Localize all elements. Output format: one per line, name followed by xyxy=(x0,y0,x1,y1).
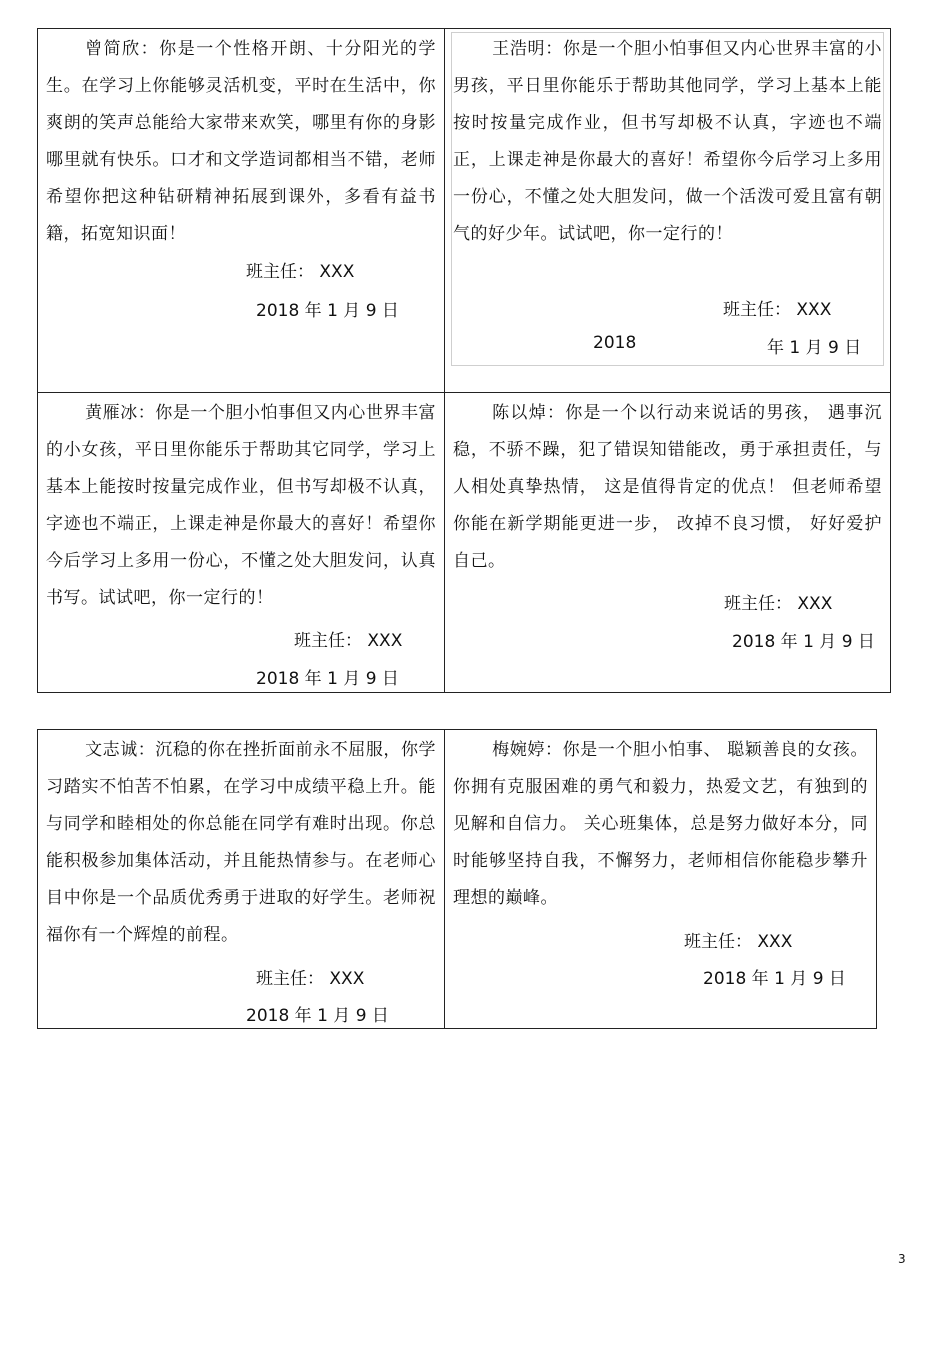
comments-table-bottom xyxy=(37,729,877,1029)
comment-text: 梅婉婷：你是一个胆小怕事、 聪颖善良的女孩。你拥有克服困难的勇气和毅力，热爱文艺，有独到的见解和自信力。 关心班集体，总是努力做好本分，同时能够坚持自我，不懈努力，老师相信你能稳步攀升理想的巅峰。 xyxy=(453,740,868,908)
teacher-signature: 班主任： XXX xyxy=(294,631,403,651)
comment-text: 王浩明：你是一个胆小怕事但又内心世界丰富的小男孩，平日里你能乐于帮助其他同学，学习上基本上能按时按量完成作业，但书写却极不认真，字迹也不端正，上课走神是你最大的喜好！希望你今后学习上多用一份心，不懂之处大胆发问，做一个活泼可爱且富有朝气的好少年。试试吧，你一定行的！ xyxy=(453,39,882,244)
comment-cell xyxy=(38,730,445,1029)
comment-cell xyxy=(445,29,891,393)
comment-date: 2018 年 1 月 9 日 xyxy=(703,969,846,989)
teacher-signature: 班主任： XXX xyxy=(246,262,355,282)
comment-date: 年 1 月 9 日 xyxy=(767,338,862,358)
comment-cell xyxy=(38,393,445,693)
comment-date: 2018 年 1 月 9 日 xyxy=(256,301,399,321)
comment-cell xyxy=(445,393,891,693)
comment-date: 2018 年 1 月 9 日 xyxy=(246,1006,389,1026)
teacher-signature: 班主任： XXX xyxy=(684,932,793,952)
comment-text: 文志诚：沉稳的你在挫折面前永不屈服，你学习踏实不怕苦不怕累，在学习中成绩平稳上升。能与同学和睦相处的你总能在同学有难时出现。你总能积极参加集体活动，并且能热情参与。在老师心目中你是一个品质优秀勇于进取的好学生。老师祝福你有一个辉煌的前程。 xyxy=(46,740,436,945)
teacher-signature: 班主任： XXX xyxy=(256,969,365,989)
teacher-signature: 班主任： XXX xyxy=(724,594,833,614)
comments-table-top xyxy=(37,28,891,693)
comment-text: 曾简欣：你是一个性格开朗、十分阳光的学生。在学习上你能够灵活机变，平时在生活中，你爽朗的笑声总能给大家带来欢笑，哪里有你的身影哪里就有快乐。口才和文学造词都相当不错，老师希望你把这种钻研精神拓展到课外，多看有益书籍，拓宽知识面！ xyxy=(46,39,436,244)
comment-date: 2018 年 1 月 9 日 xyxy=(732,632,875,652)
page-number: 3 xyxy=(898,1252,906,1266)
comment-text: 陈以焯：你是一个以行动来说话的男孩， 遇事沉稳，不骄不躁，犯了错误知错能改，勇于承担责任，与人相处真挚热情， 这是值得肯定的优点！ 但老师希望你能在新学期能更进一步， 改掉不良习惯， 好好爱护自己。 xyxy=(453,403,882,571)
comment-date-year: 2018 xyxy=(593,333,637,353)
comment-text: 黄雁冰：你是一个胆小怕事但又内心世界丰富的小女孩，平日里你能乐于帮助其它同学，学习上基本上能按时按量完成作业，但书写却极不认真，字迹也不端正，上课走神是你最大的喜好！希望你今后学习上多用一份心，不懂之处大胆发问，认真书写。试试吧，你一定行的！ xyxy=(46,403,436,608)
comment-cell xyxy=(38,29,445,393)
comment-cell xyxy=(445,730,877,1029)
comment-date: 2018 年 1 月 9 日 xyxy=(256,669,399,689)
teacher-signature: 班主任： XXX xyxy=(723,300,832,320)
